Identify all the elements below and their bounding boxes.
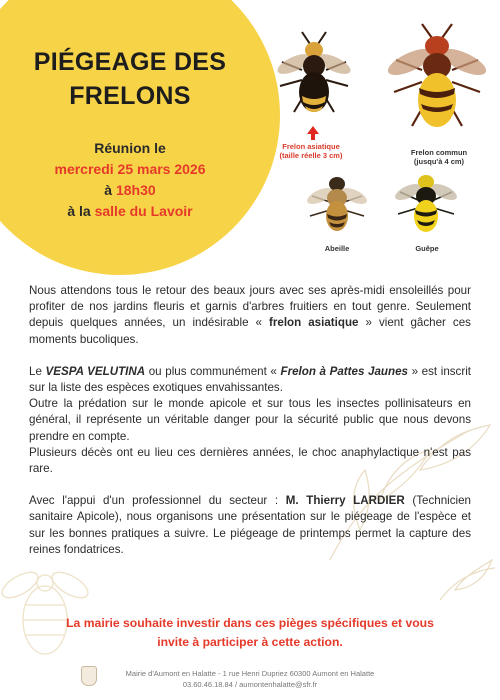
- text-span: Le: [29, 364, 46, 378]
- footer-contact: 03.60.46.18.84 / aumontenhalatte@sfr.fr: [182, 680, 318, 689]
- asian-hornet-label: Frelon asiatique: [282, 142, 340, 151]
- paragraph-vespa: [29, 364, 471, 396]
- footer: [80, 668, 420, 690]
- bold-frelon-pattes-jaunes: Frelon à Pattes Jaunes: [280, 364, 408, 378]
- insect-comparison-photos: [262, 22, 492, 267]
- title-line-1: PIÉGEAGE DES: [33, 48, 227, 76]
- paragraph-danger: Outre la prédation sur le monde apicole et sur tous les insectes pollinisateurs en général, il représente un véritable danger pour la sécurité public que nous devons prendre en compte.: [29, 397, 471, 443]
- paragraph-expert: [29, 493, 471, 558]
- size-arrow-stem: [311, 133, 315, 140]
- asian-hornet-caption: [256, 142, 366, 160]
- common-hornet-size: (jusqu'à 4 cm): [413, 157, 465, 166]
- meeting-info: [20, 138, 240, 222]
- paragraph-deaths: Plusieurs décès ont eu lieu ces dernières années, le choc anaphylactique n'est pas rare.: [29, 445, 471, 476]
- bold-expert-name: M. Thierry LARDIER: [285, 494, 405, 508]
- text-span: ou plus communément «: [145, 364, 281, 378]
- common-hornet-caption: [384, 148, 494, 166]
- wasp-label: Guêpe: [415, 244, 439, 253]
- asian-hornet-size: (taille réelle 3 cm): [279, 151, 343, 160]
- common-hornet-label: Frelon commun: [410, 148, 468, 157]
- common-hornet-image: [382, 22, 492, 140]
- text-span: Avec l'appui d'un professionnel du secteur :: [29, 494, 286, 508]
- title-line-2: FRELONS: [69, 82, 191, 110]
- closing-line-2: invite à participer à cette action.: [157, 635, 343, 649]
- meeting-time: 18h30: [115, 182, 156, 198]
- bee-image: [302, 170, 372, 236]
- meeting-place-prefix: à la: [67, 203, 91, 219]
- paragraph-intro: [29, 283, 471, 348]
- bold-asian-hornet: frelon asiatique: [269, 316, 359, 330]
- main-text: [29, 283, 471, 558]
- asian-hornet-image: [272, 30, 356, 122]
- bold-vespa-velutina: VESPA VELUTINA: [45, 364, 146, 378]
- wasp-image: [390, 168, 462, 238]
- bee-label: Abeille: [324, 244, 350, 253]
- footer-address: Mairie d'Aumont en Halatte - 1 rue Henri Dupriez 60300 Aumont en Halatte: [125, 669, 375, 678]
- text-span: » est inscrit sur la liste des espèces exotiques envahissantes.: [29, 364, 472, 395]
- meeting-date: mercredi 25 mars 2026: [54, 161, 206, 177]
- closing-line-1: La mairie souhaite investir dans ces pièges spécifiques et vous: [66, 616, 434, 630]
- page-title: [10, 45, 250, 113]
- text-span: Nous attendons tous le retour des beaux jours avec ses après-midi ensoleillés pour profiter de nos jardins fleuris et garnis d'arbres fruitiers en tout genre. Seulement depuis quelques années, un indésirable «: [29, 284, 471, 330]
- meeting-at: à: [104, 182, 113, 198]
- meeting-intro: Réunion le: [94, 140, 166, 156]
- text-span: (Technicien sanitaire Apicole), nous organisons une présentation sur le piégeage de l'espèce et sur les bonnes pratiques a suivre. Le piégeage de printemps permet la capture des reines fondatrices.: [29, 494, 471, 556]
- meeting-place: salle du Lavoir: [94, 203, 193, 219]
- closing-message: [20, 614, 480, 652]
- text-span: » vient gâcher ces moments bucoliques.: [29, 316, 471, 346]
